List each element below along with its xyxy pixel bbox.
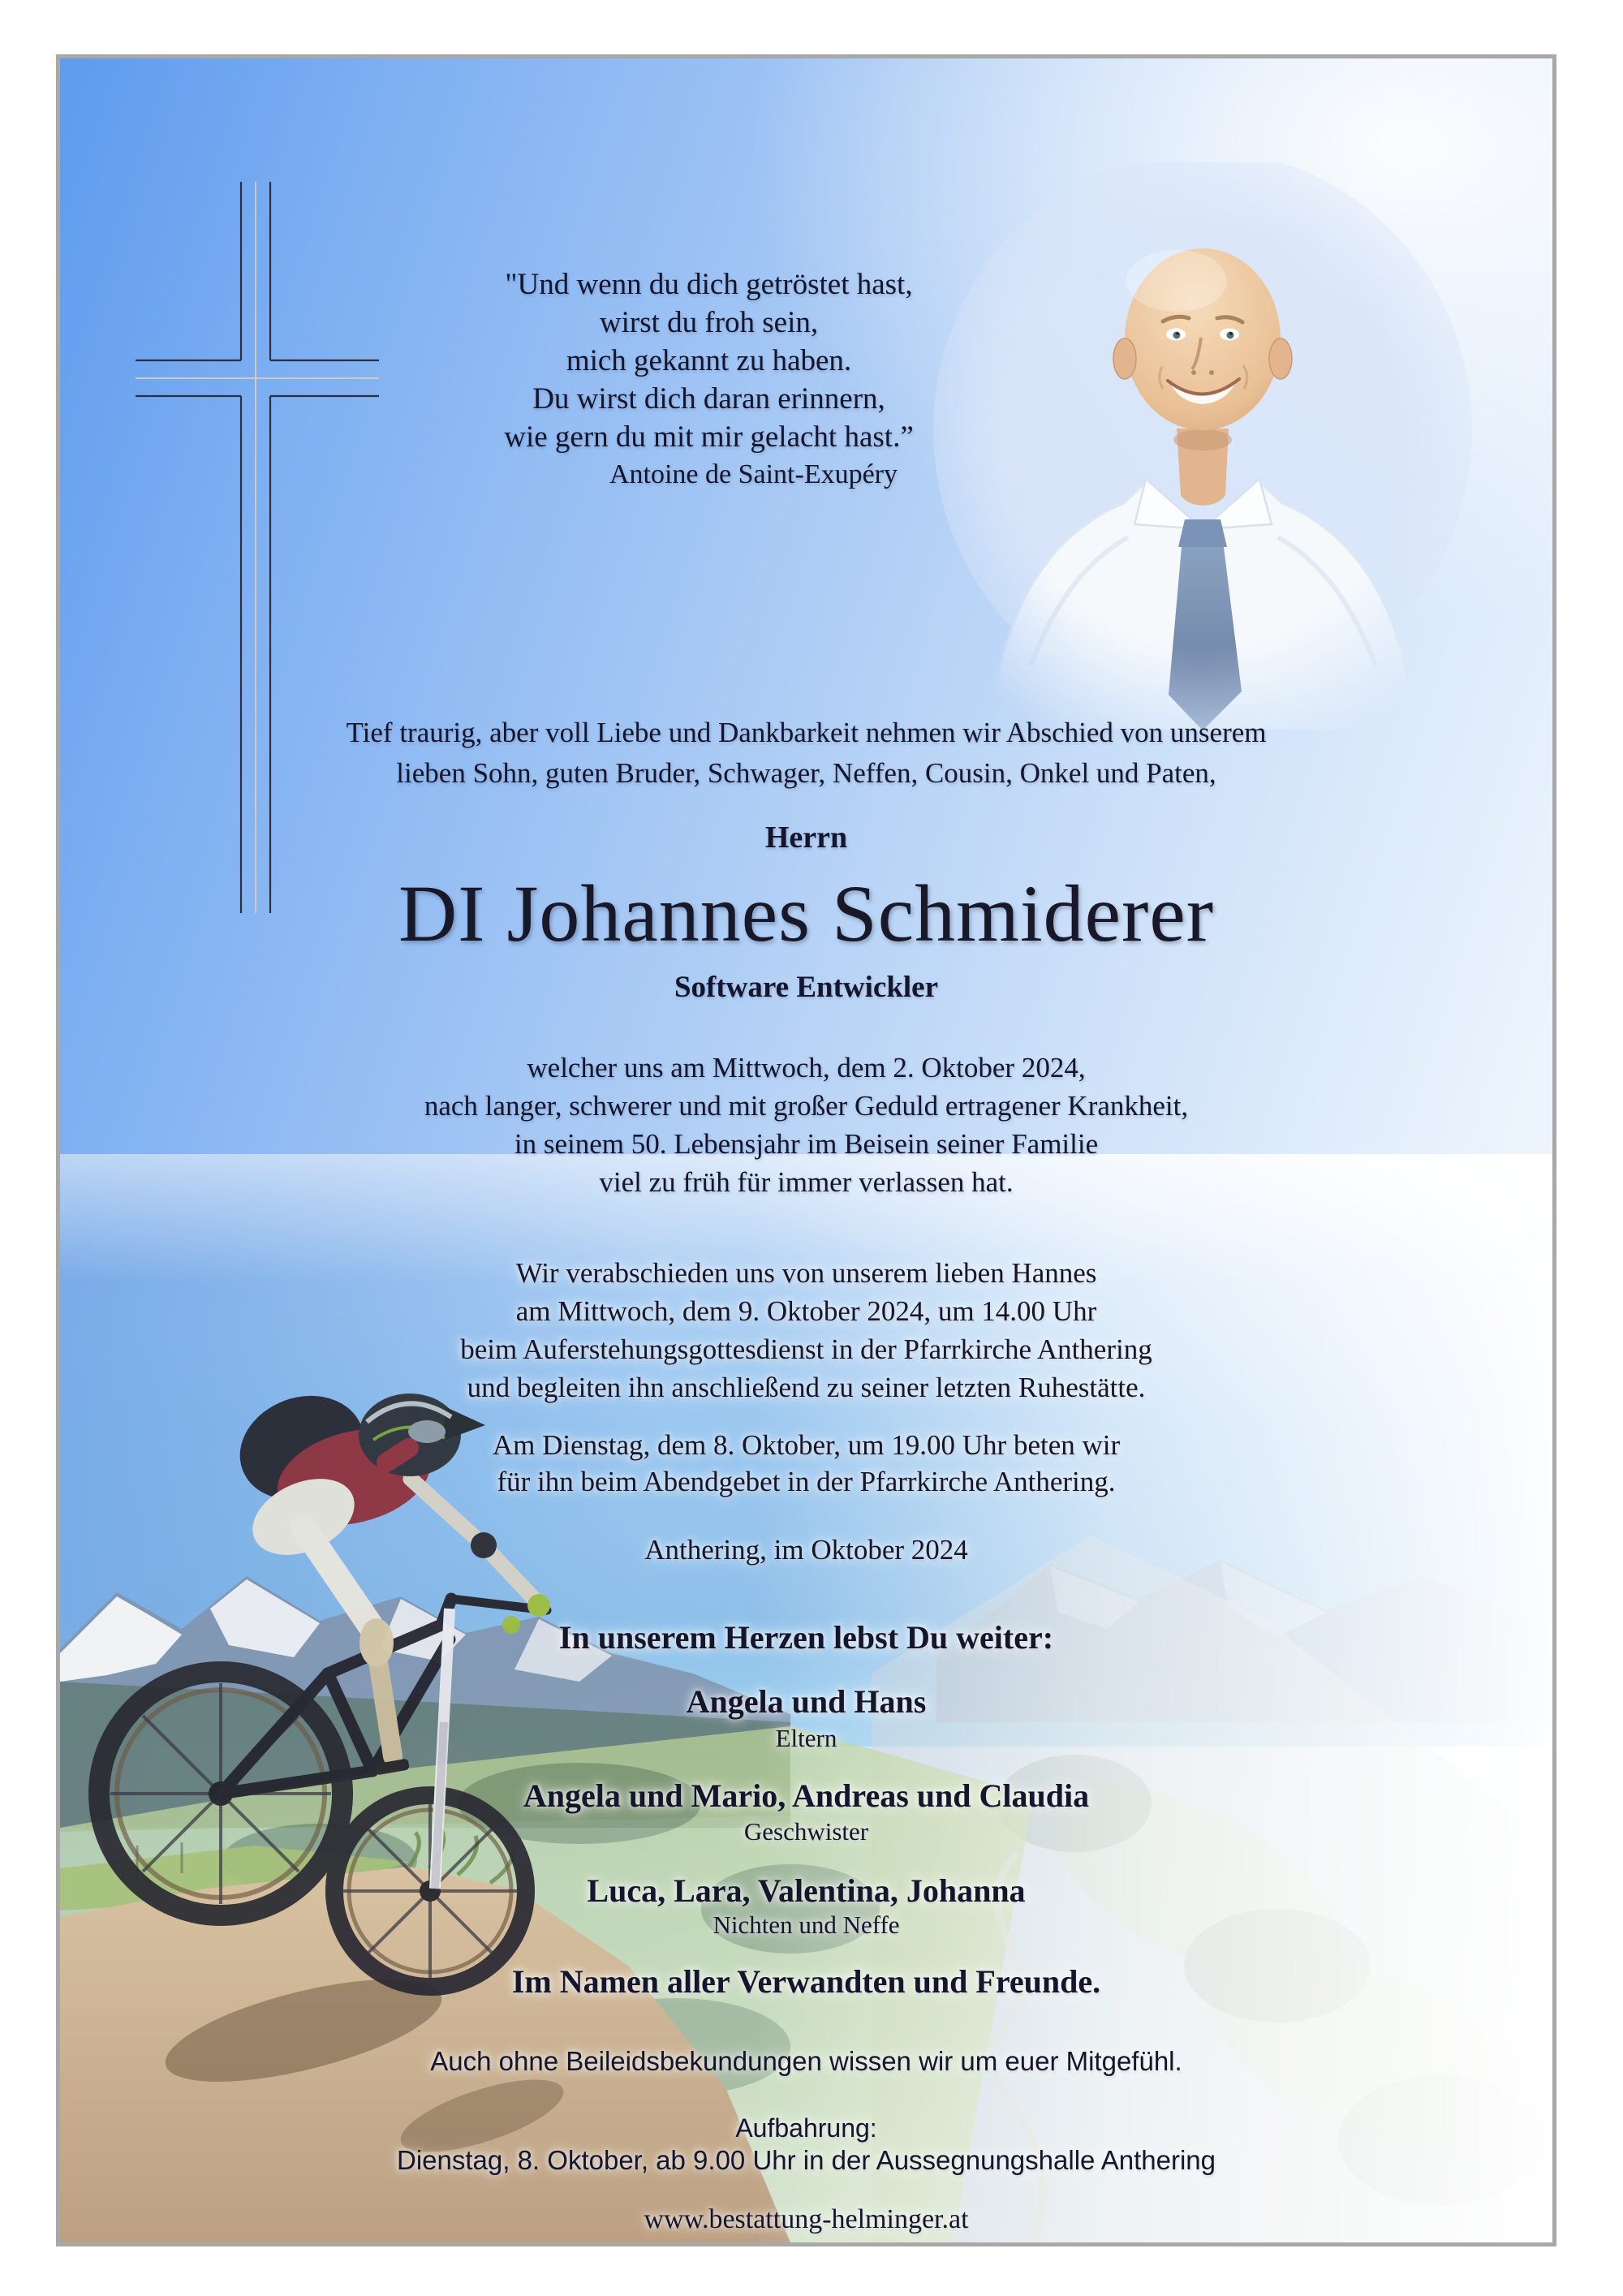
farewell-paragraph — [60, 1254, 1552, 1406]
prayer-line: Am Dienstag, dem 8. Oktober, um 19.00 Uhr beten wir — [492, 1429, 1121, 1461]
quote-attribution: Antoine de Saint-Exupéry — [609, 459, 898, 489]
funeral-home-website: www.bestattung-helminger.at — [644, 2204, 969, 2234]
quote-line: wie gern du mit mir gelacht hast.” — [504, 420, 914, 454]
farewell-line: Wir verabschieden uns von unserem lieben Hannes — [515, 1257, 1097, 1289]
farewell-line: beim Auferstehungsgottesdienst in der Pfarrkirche Anthering — [460, 1333, 1152, 1365]
mourner-names: Luca, Lara, Valentina, Johanna — [587, 1872, 1026, 1909]
quote-block — [0, 265, 1552, 493]
prayer-line: für ihn beim Abendgebet in der Pfarrkirche Anthering. — [497, 1466, 1116, 1497]
mourner-names: Angela und Hans — [686, 1683, 927, 1720]
mourner-relation: Geschwister — [743, 1817, 869, 1846]
quote-line: Du wirst dich daran erinnern, — [532, 382, 885, 416]
intro-line: lieben Sohn, guten Bruder, Schwager, Neffen, Cousin, Onkel und Paten, — [396, 757, 1216, 789]
deceased-profession: Software Entwickler — [674, 971, 939, 1004]
intro-paragraph — [60, 713, 1552, 794]
death-paragraph — [60, 1049, 1552, 1201]
quote-line: wirst du froh sein, — [599, 306, 819, 339]
in-name-of-line: Im Namen aller Verwandten und Freunde. — [511, 1963, 1101, 2000]
mourner-relation: Eltern — [775, 1724, 837, 1752]
mourner-relation: Nichten und Neffe — [712, 1910, 900, 1939]
quote-line: mich gekannt zu haben. — [566, 344, 852, 377]
farewell-line: am Mittwoch, dem 9. Oktober 2024, um 14.00 Uhr — [515, 1295, 1097, 1327]
lying-in-state-details: Dienstag, 8. Oktober, ab 9.00 Uhr in der Aussegnungshalle Anthering — [397, 2145, 1216, 2175]
mourner-names: Angela und Mario, Andreas und Claudia — [523, 1777, 1090, 1814]
lying-in-state-label: Aufbahrung: — [735, 2113, 877, 2143]
salutation: Herrn — [764, 821, 848, 855]
farewell-line: und begleiten ihn anschließend zu seiner letzten Ruhestätte. — [467, 1372, 1146, 1403]
memorial-card — [56, 54, 1556, 2246]
prayer-paragraph — [60, 1427, 1552, 1500]
death-line: viel zu früh für immer verlassen hat. — [599, 1166, 1014, 1198]
closing-line: In unserem Herzen lebst Du weiter: — [558, 1619, 1054, 1656]
death-line: welcher uns am Mittwoch, dem 2. Oktober 2024, — [527, 1052, 1086, 1083]
deceased-name: DI Johannes Schmiderer — [398, 868, 1215, 958]
quote-line: "Und wenn du dich getröstet hast, — [505, 268, 913, 301]
place-date: Anthering, im Oktober 2024 — [644, 1534, 968, 1566]
condolence-note: Auch ohne Beileidsbekundungen wissen wir um euer Mitgefühl. — [430, 2046, 1182, 2076]
death-line: in seinem 50. Lebensjahr im Beisein seiner Familie — [514, 1128, 1099, 1160]
intro-line: Tief traurig, aber voll Liebe und Dankbarkeit nehmen wir Abschied von unserem — [346, 717, 1267, 748]
death-line: nach langer, schwerer und mit großer Geduld ertragener Krankheit, — [424, 1090, 1189, 1122]
